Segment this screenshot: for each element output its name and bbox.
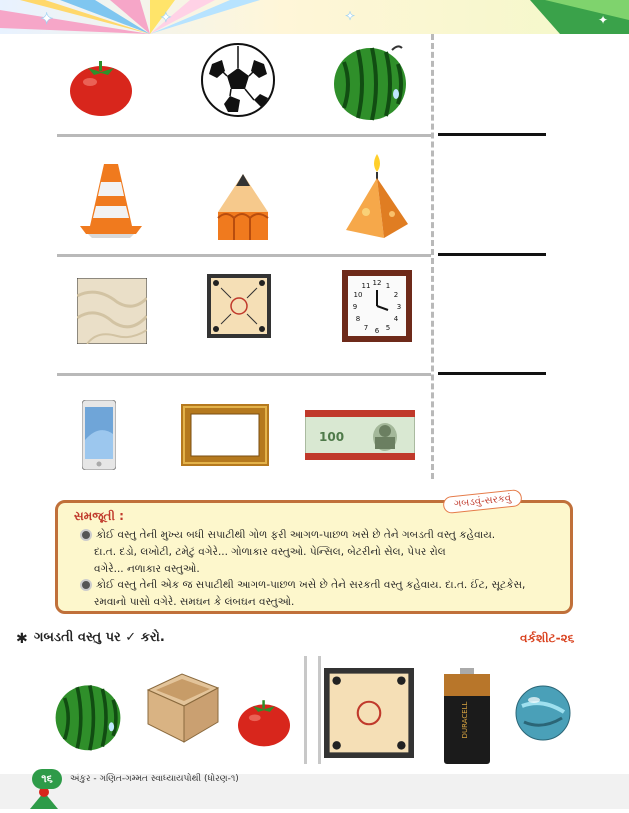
bottom-divider-right	[318, 656, 321, 764]
clock-numeral-10: 10	[353, 291, 363, 299]
photo-frame-image	[181, 404, 269, 470]
carrom-board-option[interactable]	[324, 668, 414, 762]
clock-numeral-4: 4	[393, 315, 399, 323]
explanation-box	[55, 493, 573, 614]
clock-numeral-1: 1	[385, 282, 391, 290]
row-divider-1	[57, 134, 431, 137]
clock-numeral-6: 6	[374, 327, 380, 335]
clock-numeral-2: 2	[393, 291, 399, 299]
explanation-line-3: વગેરે... નળાકાર વસ્તુઓ.	[94, 563, 200, 575]
answer-line-2[interactable]	[438, 253, 546, 256]
instruction-text: ગબડતી વસ્તુ પર ✓ કરો.	[34, 630, 165, 645]
explanation-line-2: દા.ત. દડો, લખોટી, ટમેટું વગેરે... ગોળાકાર વસ્તુઓ. પેન્સિલ, બેટરીનો સેલ, પેપર રોલ	[94, 546, 446, 558]
clock-numeral-9: 9	[352, 303, 358, 311]
pencil-tips-image	[216, 172, 270, 244]
column-divider	[431, 34, 434, 479]
svg-text:✦: ✦	[598, 13, 609, 27]
football-image	[200, 42, 276, 122]
clock-numeral-11: 11	[361, 282, 371, 290]
svg-text:✦: ✦	[160, 10, 172, 26]
tomato-option[interactable]	[236, 696, 292, 752]
footer	[0, 766, 629, 809]
mobile-phone-image	[82, 400, 116, 474]
watermelon-image	[330, 42, 410, 126]
tomato-image	[68, 56, 134, 122]
answer-line-3[interactable]	[438, 372, 546, 375]
page-number: ૧૬	[32, 769, 62, 789]
worksheet-label: વર્કશીટ-૨૬	[520, 631, 575, 645]
carrom-board-image	[207, 274, 271, 342]
clock-numeral-5: 5	[385, 324, 391, 332]
explanation-line-5: રમવાનો પાસો વગેરે. સમઘન કે લંબઘન વસ્તુઓ.	[94, 596, 295, 608]
battery-option[interactable]	[444, 668, 490, 768]
bullet-icon	[80, 529, 92, 541]
row-divider-3	[57, 373, 431, 376]
footer-text: અંકુર - ગણિત-ગમ્મત સ્વાધ્યાયપોથી (ધોરણ-૧)	[70, 774, 239, 784]
svg-text:✦: ✦	[40, 9, 54, 28]
wall-clock-image	[342, 270, 412, 346]
row-divider-2	[57, 254, 431, 257]
svg-text:✦: ✦	[345, 9, 356, 23]
clock-numeral-12: 12	[372, 279, 382, 287]
traffic-cone-image	[80, 160, 142, 242]
wooden-box-option[interactable]	[140, 668, 222, 748]
explanation-line-4: કોઈ વસ્તુ તેની એક જ સપાટીથી આગળ-પાછળ ખસે છે તેને સરકતી વસ્તુ કહેવાય. દા.ત. ઈંટ, સૂટકેસ,	[80, 579, 525, 592]
explanation-title: સમજૂતી :	[74, 509, 124, 523]
topic-tag: ગબડવું-સરકવું	[442, 489, 523, 514]
note-value: 100	[319, 430, 345, 444]
explanation-line-1: કોઈ વસ્તુ તેની મુખ્ય બધી સપાટીથી ગોળ ફરી આગળ-પાછળ ખસે છે તેને ગબડતી વસ્તુ કહેવાય.	[80, 529, 495, 542]
clock-numeral-8: 8	[355, 315, 361, 323]
top-banner	[0, 0, 629, 34]
bottom-divider-left	[304, 656, 307, 764]
answer-line-1[interactable]	[438, 133, 546, 136]
pyramid-candle-image	[344, 152, 410, 244]
asterisk-icon: ✱	[16, 631, 28, 647]
marble-option[interactable]	[514, 684, 572, 746]
clock-numeral-3: 3	[396, 303, 402, 311]
watermelon-option[interactable]	[52, 680, 124, 756]
currency-note-image	[305, 410, 415, 464]
clock-numeral-7: 7	[363, 324, 369, 332]
bullet-icon	[80, 579, 92, 591]
battery-brand: DURACELL	[461, 701, 469, 739]
tile-image	[77, 278, 147, 348]
